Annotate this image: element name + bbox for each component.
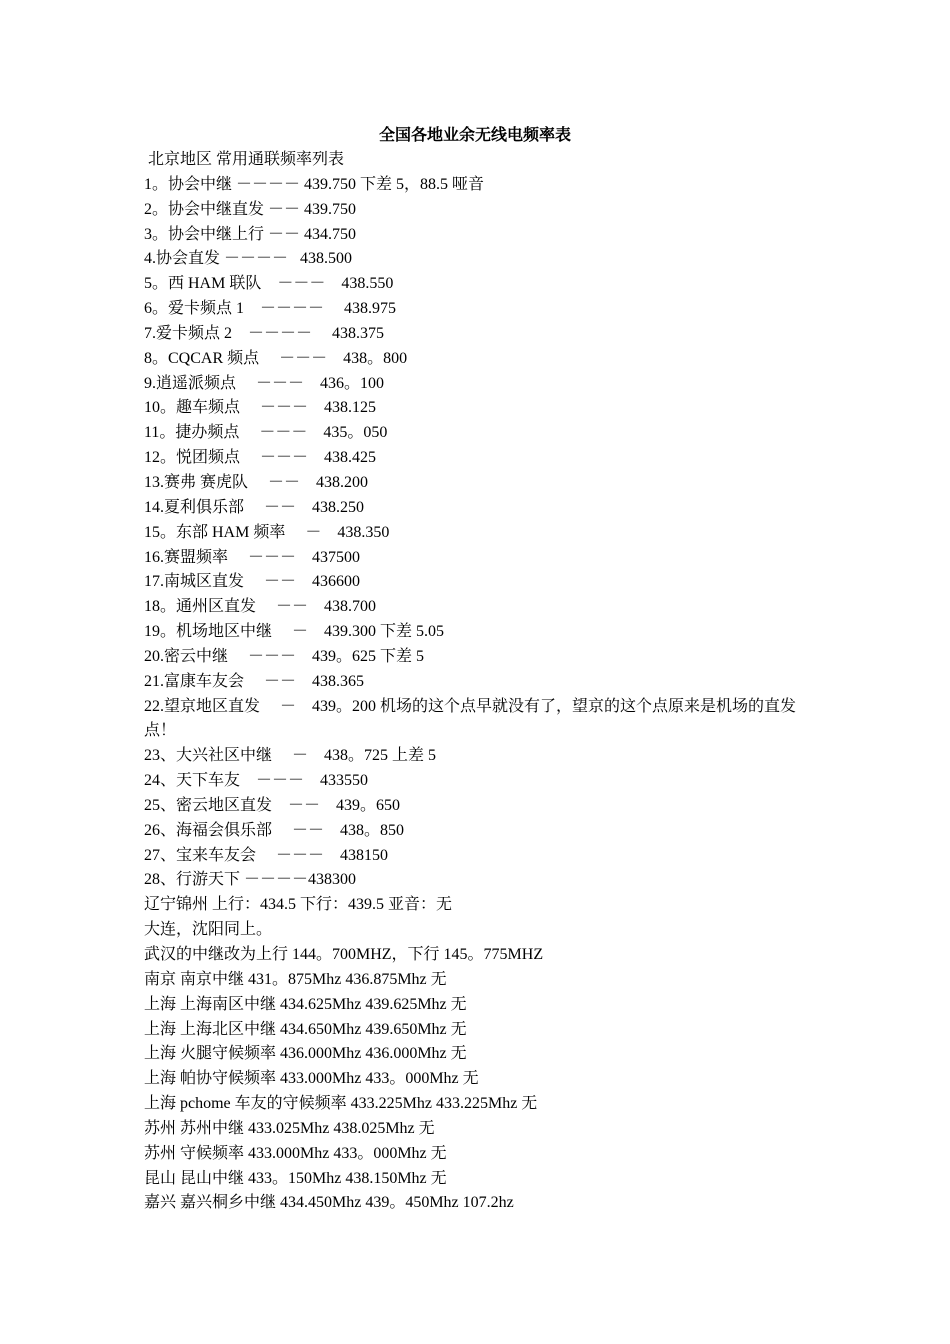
text-line: 24、天下车友 －－－ 433550 (144, 772, 369, 790)
text-line: 12。悦团频点 －－－ 438.425 (144, 449, 377, 467)
text-line: 22.望京地区直发 － 439。200 机场的这个点早就没有了，望京的这个点原来是机场的直发点！ (144, 697, 797, 740)
text-line: 8。CQCAR 频点 －－－ 438。800 (144, 349, 408, 367)
text-line: 23、大兴社区中继 － 438。725 上差 5 (144, 747, 437, 765)
text-line: 南京 南京中继 431。875Mhz 436.875Mhz 无 (144, 970, 447, 988)
text-line: 19。机场地区中继 － 439.300 下差 5.05 (144, 623, 445, 641)
text-line: 27、宝来车友会 －－－ 438150 (144, 846, 389, 864)
text-line: 苏州 守候频率 433.000Mhz 433。000Mhz 无 (144, 1144, 447, 1162)
text-line: 25、密云地区直发 －－ 439。650 (144, 796, 401, 814)
text-line: 10。趣车频点 －－－ 438.125 (144, 399, 377, 417)
text-line: 上海 pchome 车友的守候频率 433.225Mhz 433.225Mhz 无 (144, 1095, 538, 1113)
text-line: 17.南城区直发 －－ 436600 (144, 573, 361, 591)
text-line: 4.协会直发 －－－－ 438.500 (144, 250, 353, 268)
text-line: 上海 上海南区中继 434.625Mhz 439.625Mhz 无 (144, 995, 467, 1013)
text-line: 9.逍遥派频点 －－－ 436。100 (144, 374, 385, 392)
text-line: 辽宁锦州 上行：434.5 下行：439.5 亚音：无 (144, 896, 453, 914)
text-line: 26、海福会俱乐部 －－ 438。850 (144, 821, 405, 839)
text-line: 上海 火腿守候频率 436.000Mhz 436.000Mhz 无 (144, 1045, 467, 1063)
text-line: 6。爱卡频点 1 －－－－ 438.975 (144, 300, 397, 318)
text-line: 大连，沈阳同上。 (144, 921, 273, 939)
text-line: 武汉的中继改为上行 144。700MHZ，下行 145。775MHZ (144, 946, 544, 963)
text-line: 5。西 HAM 联队 －－－ 438.550 (144, 275, 394, 293)
text-line: 昆山 昆山中继 433。150Mhz 438.150Mhz 无 (144, 1169, 447, 1187)
text-line: 7.爱卡频点 2 －－－－ 438.375 (144, 324, 385, 342)
text-line: 16.赛盟频率 －－－ 437500 (144, 548, 361, 566)
text-line: 11。捷办频点 －－－ 435。050 (144, 424, 388, 442)
text-line: 上海 上海北区中继 434.650Mhz 439.650Mhz 无 (144, 1020, 467, 1038)
text-line: 2。协会中继直发 －－ 439.750 (144, 200, 357, 218)
text-line: 18。通州区直发 －－ 438.700 (144, 598, 377, 616)
text-line: 苏州 苏州中继 433.025Mhz 438.025Mhz 无 (144, 1119, 435, 1137)
document-body (144, 148, 814, 1216)
text-line: 20.密云中继 －－－ 439。625 下差 5 (144, 647, 425, 665)
text-line: 28、行游天下 －－－－438300 (144, 871, 357, 889)
section-heading: 北京地区 常用通联频率列表 (144, 151, 345, 168)
text-line: 21.富康车友会 －－ 438.365 (144, 672, 365, 690)
text-line: 14.夏利俱乐部 －－ 438.250 (144, 498, 365, 516)
text-line: 1。协会中继 －－－－ 439.750 下差 5，88.5 哑音 (144, 175, 485, 193)
text-line: 上海 帕协守候频率 433.000Mhz 433。000Mhz 无 (144, 1070, 479, 1088)
document-title: 全国各地业余无线电频率表 (378, 127, 571, 144)
text-line: 3。协会中继上行 －－ 434.750 (144, 225, 357, 243)
text-line: 嘉兴 嘉兴桐乡中继 434.450Mhz 439。450Mhz 107.2hz (144, 1194, 514, 1212)
text-line: 13.赛弗 赛虎队 －－ 438.200 (144, 473, 369, 491)
text-line: 15。东部 HAM 频率 － 438.350 (144, 523, 390, 541)
